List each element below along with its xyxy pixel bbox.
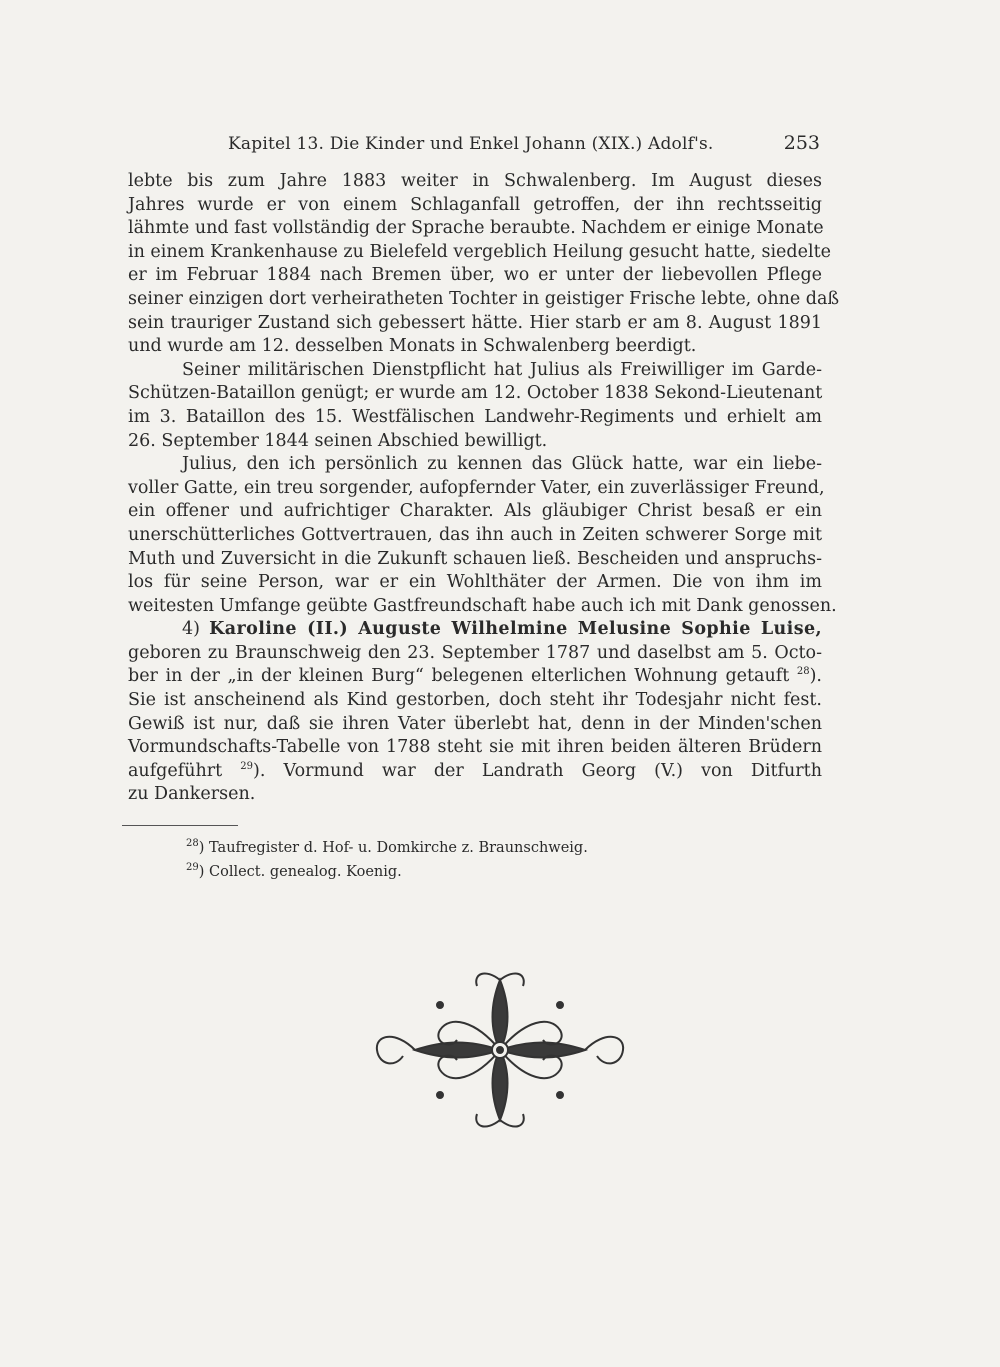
running-header <box>228 132 820 162</box>
text-line: Julius, den ich persönlich zu kennen das Glück hatte, war ein liebe- <box>182 454 822 475</box>
running-title: Kapitel 13. Die Kinder und Enkel Johann (XIX.) Adolf's. <box>228 134 714 154</box>
text-line: lähmte und fast vollständig der Sprache beraubte. Nachdem er einige Monate <box>128 218 824 239</box>
text-line: sein trauriger Zustand sich gebessert hätte. Hier starb er am 8. August 1891 <box>128 312 822 333</box>
text-line: in einem Krankenhause zu Bielefeld vergeblich Heilung gesucht hatte, siedelte <box>128 241 831 262</box>
footnote: $^{28}$) Taufregister d. Hof- u. Domkirche z. Braunschweig. <box>186 838 588 856</box>
footnotes <box>186 836 786 884</box>
text-line: geboren zu Braunschweig den 23. September 1787 und daselbst am 5. Octo- <box>128 642 822 663</box>
text-line: Schützen-Bataillon genügt; er wurde am 12. October 1838 Sekond-Lieutenant <box>128 383 823 404</box>
entry-number: 4) <box>182 619 210 640</box>
text-line: Sie ist anscheinend als Kind gestorben, doch steht ihr Todesjahr nicht fest. <box>128 690 822 711</box>
text-line: voller Gatte, ein treu sorgender, aufopfernder Vater, ein zuverlässiger Freund, <box>128 477 825 498</box>
text-line: ber in der „in der kleinen Burg“ belegenen elterlichen Wohnung getauft $^{28}$). <box>128 666 822 687</box>
body-text <box>128 170 840 807</box>
text-line: lebte bis zum Jahre 1883 weiter in Schwalenberg. Im August dieses <box>128 171 822 191</box>
text-line: Muth und Zuversicht in die Zukunft schauen ließ. Bescheiden und anspruchs- <box>128 548 822 569</box>
ornament-icon <box>355 960 645 1140</box>
footnote-rule <box>122 825 238 826</box>
footnote: $^{29}$) Collect. genealog. Koenig. <box>186 862 402 880</box>
text-line: 26. September 1844 seinen Abschied bewilligt. <box>128 430 548 451</box>
text-line: los für seine Person, war er ein Wohlthäter der Armen. Die von ihm im <box>128 572 822 593</box>
page-number: 253 <box>783 132 820 154</box>
text-line: weitesten Umfange geübte Gastfreundschaft habe auch ich mit Dank genossen. <box>128 595 837 616</box>
text-line: ein offener und aufrichtiger Charakter. Als gläubiger Christ besaß er ein <box>128 501 822 522</box>
text-line: er im Februar 1884 nach Bremen über, wo er unter der liebevollen Pflege <box>128 265 822 286</box>
footnote-ref[interactable]: 29 <box>240 761 254 773</box>
footnote-ref[interactable]: 28 <box>796 666 810 678</box>
text-line: seiner einzigen dort verheiratheten Tochter in geistiger Frische lebte, ohne daß <box>128 288 840 309</box>
text-line: unerschütterliches Gottvertrauen, das ihn auch in Zeiten schwerer Sorge mit <box>128 524 822 545</box>
text-line: Gewiß ist nur, daß sie ihren Vater überlebt hat, denn in der Minden'schen <box>128 713 822 734</box>
text-line: aufgeführt $^{29}$). Vormund war der Landrath Georg (V.) von Ditfurth <box>128 760 822 781</box>
text-line: Jahres wurde er von einem Schlaganfall getroffen, der ihn rechtsseitig <box>128 194 822 215</box>
entry-heading-line <box>128 618 822 642</box>
text-line: zu Dankersen. <box>128 784 256 805</box>
text-line: und wurde am 12. desselben Monats in Schwalenberg beerdigt. <box>128 336 697 357</box>
text-line: Vormundschafts-Tabelle von 1788 steht sie mit ihren beiden älteren Brüdern <box>128 737 822 758</box>
entry-name: Karoline (II.) Auguste Wilhelmine Melusine Sophie Luise, <box>209 619 822 640</box>
text-line: im 3. Bataillon des 15. Westfälischen Landwehr-Regiments und erhielt am <box>128 406 822 427</box>
text-line: Seiner militärischen Dienstpflicht hat Julius als Freiwilliger im Garde- <box>182 359 822 380</box>
